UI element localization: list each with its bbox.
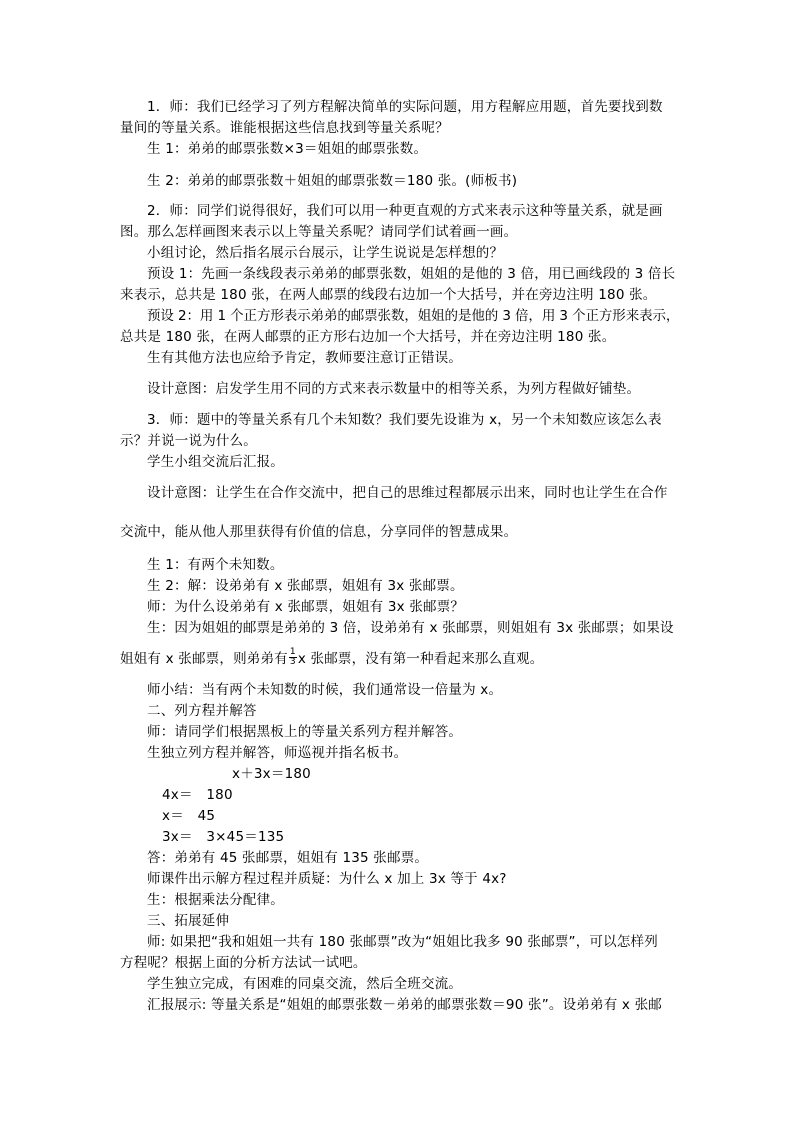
- teacher-question: 师课件出示解方程过程并质疑：为什么 x 加上 3x 等于 4x?: [147, 871, 507, 887]
- student-because-line-1: 生：因为姐姐的邮票是弟弟的 3 倍，设弟弟有 x 张邮票，则姐姐有 3x 张邮票；如果设: [147, 620, 674, 636]
- extension-line-1: 师: 如果把“我和姐姐一共有 180 张邮票”改为“姐姐比我多 90 张邮票”，可以怎样列: [147, 934, 658, 950]
- group-discussion: 小组讨论，然后指名展示台展示，让学生说说是怎样想的？: [147, 245, 504, 261]
- section-2-heading: 二、列方程并解答: [147, 703, 257, 719]
- student-solve: 生独立列方程并解答，师巡视并指名板书。: [147, 745, 408, 761]
- answer: 答：弟弟有 45 张邮票，姐姐有 135 张邮票。: [147, 850, 429, 866]
- group-report: 学生小组交流后汇报。: [147, 454, 284, 470]
- extension-line-2: 方程呢？根据上面的分析方法试一试吧。: [120, 955, 367, 971]
- preset-2-line-1: 预设 2：用 1 个正方形表示弟弟的邮票张数，姐姐的是他的 3 倍，用 3 个正方形来表示，: [147, 308, 680, 324]
- student-distributive: 生：根据乘法分配律。: [147, 892, 284, 908]
- teacher-instruction: 师：请同学们根据黑板上的等量关系列方程并解答。: [147, 724, 463, 740]
- independent-work: 学生独立完成，有困难的同桌交流，然后全班交流。: [147, 976, 463, 992]
- because-text-a: 姐姐有 x 张邮票，则弟弟有: [120, 651, 288, 667]
- student-1-answer: 生 1：弟弟的邮票张数×3＝姐姐的邮票张数。: [147, 141, 428, 157]
- other-methods-note: 生有其他方法也应给予肯定，教师要注意订正错误。: [147, 350, 463, 366]
- preset-1-line-2: 来表示，总共是 180 张，在两人邮票的线段右边加一个大括号，并在旁边注明 180 张。: [120, 287, 657, 303]
- student-2-solution: 生 2：解：设弟弟有 x 张邮票，姐姐有 3x 张邮票。: [147, 578, 464, 594]
- design-intent-2-line-1: 设计意图：让学生在合作交流中，把自己的思维过程都展示出来，同时也让学生在合作: [147, 485, 668, 501]
- equation-line-1: x＋3x＝180: [232, 766, 311, 782]
- student-1-unknowns: 生 1：有两个未知数。: [147, 557, 284, 573]
- paragraph-1-line-2: 量间的等量关系。谁能根据这些信息找到等量关系呢？: [120, 120, 449, 136]
- fraction-denominator: 3: [289, 656, 296, 667]
- paragraph-1-line-1: 1．师：我们已经学习了列方程解决简单的实际问题，用方程解应用题，首先要找到数: [147, 99, 663, 115]
- student-2-answer: 生 2：弟弟的邮票张数＋姐姐的邮票张数＝180 张。(师板书): [147, 173, 518, 189]
- design-intent-2-line-2: 交流中，能从他人那里获得有价值的信息，分享同伴的智慧成果。: [120, 524, 518, 540]
- student-because-line-2: [120, 646, 544, 669]
- paragraph-3-line-1: 3．师：题中的等量关系有几个未知数？我们要先设谁为 x，另一个未知数应该怎么表: [147, 412, 662, 428]
- paragraph-2-line-1: 2．师：同学们说得很好，我们可以用一种更直观的方式来表示这种等量关系，就是画: [147, 203, 663, 219]
- paragraph-2-line-2: 图。那么怎样画图来表示以上等量关系呢？请同学们试着画一画。: [120, 224, 518, 240]
- teacher-summary: 师小结：当有两个未知数的时候，我们通常设一倍量为 x。: [147, 682, 503, 698]
- because-text-b: x 张邮票，没有第一种看起来那么直观。: [297, 651, 544, 667]
- one-third-fraction: [289, 648, 297, 667]
- equation-line-3: x＝ 45: [162, 808, 216, 824]
- preset-1-line-1: 预设 1：先画一条线段表示弟弟的邮票张数，姐姐的是他的 3 倍，用已画线段的 3 倍长: [147, 266, 676, 282]
- section-3-heading: 三、拓展延伸: [147, 913, 230, 929]
- design-intent-1: 设计意图：启发学生用不同的方式来表示数量中的相等关系，为列方程做好铺垫。: [147, 381, 641, 397]
- paragraph-3-line-2: 示？并说一说为什么。: [120, 433, 257, 449]
- teacher-why: 师：为什么设弟弟有 x 张邮票，姐姐有 3x 张邮票？: [147, 599, 465, 615]
- fraction-numerator: 1: [289, 646, 296, 657]
- report-line: 汇报展示: 等量关系是“姐姐的邮票张数－弟弟的邮票张数＝90 张”。设弟弟有 x 张邮: [147, 997, 662, 1013]
- equation-line-4: 3x＝ 3×45＝135: [162, 829, 285, 845]
- preset-2-line-2: 总共是 180 张，在两人邮票的正方形右边加一个大括号，并在旁边注明 180 张。: [120, 329, 616, 345]
- equation-line-2: 4x＝ 180: [162, 787, 233, 803]
